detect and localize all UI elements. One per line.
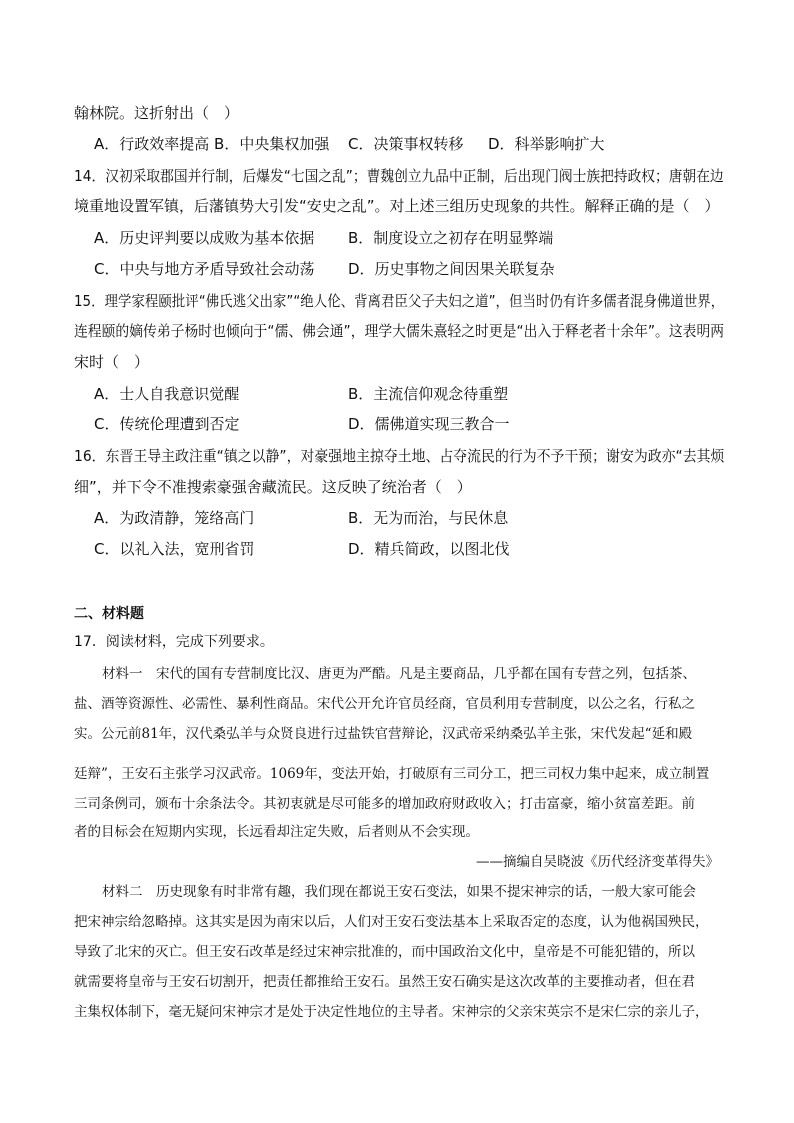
q15-option-b: B．主流信仰观念待重塑: [348, 385, 509, 403]
material2-line: 材料二 历史现象有时非常有趣，我们现在都说王安石变法，如果不提宋神宗的话，一般大家可能会: [102, 884, 696, 900]
material1-source: ——摘编自吴晓波《历代经济变革得失》: [476, 854, 719, 870]
q15-stem-line3: 宋时（ ）: [74, 353, 150, 371]
q15-option-d: D．儒佛道实现三教合一: [348, 415, 510, 433]
material2-line: 把宋神宗给忽略掉。这其实是因为南宋以后，人们对王安石变法基本上采取否定的态度，认为他祸国殃民，: [74, 914, 709, 930]
q17-stem: 17．阅读材料，完成下列要求。: [74, 634, 274, 650]
material1-line: 三司条例司，颁布十余条法令。其初衷就是尽可能多的增加政府财政收入；打击富豪，缩小贫富差距。前: [74, 796, 695, 812]
q16-option-b: B．无为而治，与民休息: [348, 509, 509, 527]
q16-option-d: D．精兵简政，以图北伐: [348, 540, 510, 558]
section-heading: 二、材料题: [74, 606, 144, 622]
q14-stem-line2: 境重地设置军镇，后藩镇势大引发“安史之乱”。对上述三组历史现象的共性。解释正确的是（ ）: [74, 197, 720, 215]
material1-line: 者的目标会在短期内实现，长远看却注定失败，后者则从不会实现。: [74, 824, 479, 840]
material1-line: 廷辩”，王安石主张学习汉武帝。1069年，变法开始，打破原有三司分工，把三司权力集中起来，成立制置: [74, 766, 710, 782]
q14-option-c: C．中央与地方矛盾导致社会动荡: [94, 260, 315, 278]
q14-option-d: D．历史事物之间因果关联复杂: [348, 260, 555, 278]
q16-stem-line2: 细”，并下令不准搜索豪强舍藏流民。这反映了统治者（ ）: [74, 478, 472, 496]
q14-stem-line1: 14．汉初采取郡国并行制，后爆发“七国之乱”；曹魏创立九品中正制，后出现门阀士族把持政权；唐朝在边: [74, 167, 724, 185]
material1-line: 材料一 宋代的国有专营制度比汉、唐更为严酷。凡是主要商品，几乎都在国有专营之列，包括茶、: [102, 666, 696, 682]
q15-stem-line2: 连程颐的嫡传弟子杨时也倾向于“儒、佛会通”，理学大儒朱熹轻之时更是“出入于释老者十余年”。这表明两: [74, 322, 725, 340]
material1-line: 实。公元前81年，汉代桑弘羊与众贤良进行过盐铁官营辩论，汉武帝采纳桑弘羊主张，宋代发起“延和殿: [74, 726, 693, 742]
q13-option-ab: A．行政效率提高 B．中央集权加强: [94, 135, 330, 153]
q13-option-c: C．决策事权转移: [348, 135, 464, 153]
material2-line: 就需要将皇帝与王安石切割开，把责任都推给王安石。虽然王安石确实是这次改革的主要推动者，但在君: [74, 974, 695, 990]
q16-option-a: A．为政清静，笼络高门: [94, 509, 255, 527]
material2-line: 导致了北宋的灭亡。但王安石改革是经过宋神宗批准的，而中国政治文化中，皇帝是不可能犯错的，所以: [74, 944, 695, 960]
material2-line: 主集权体制下，毫无疑问宋神宗才是处于决定性地位的主导者。宋神宗的父亲宋英宗不是宋仁宗的亲儿子，: [74, 1004, 709, 1020]
q16-stem-line1: 16．东晋王导主政注重“镇之以静”，对豪强地主掠夺土地、占夺流民的行为不予干预；谢安为政亦“去其烦: [74, 447, 725, 465]
q15-option-a: A．士人自我意识觉醒: [94, 385, 240, 403]
q13-option-d: D．科举影响扩大: [488, 135, 605, 153]
material1-line: 盐、酒等资源性、必需性、暴利性商品。宋代公开允许官员经商，官员利用专营制度，以公之名，行私之: [74, 696, 695, 712]
q14-option-b: B．制度设立之初存在明显弊端: [348, 229, 554, 247]
q16-option-c: C．以礼入法，宽刑省罚: [94, 540, 255, 558]
q14-option-a: A．历史评判要以成败为基本依据: [94, 229, 315, 247]
q13-stem-tail: 翰林院。这折射出（ ）: [74, 104, 240, 122]
q15-stem-line1: 15．理学家程颐批评“佛氏逃父出家”“绝人伦、背离君臣父子夫妇之道”，但当时仍有许多儒者混身佛道世界，: [74, 292, 725, 310]
q15-option-c: C．传统伦理遭到否定: [94, 415, 240, 433]
